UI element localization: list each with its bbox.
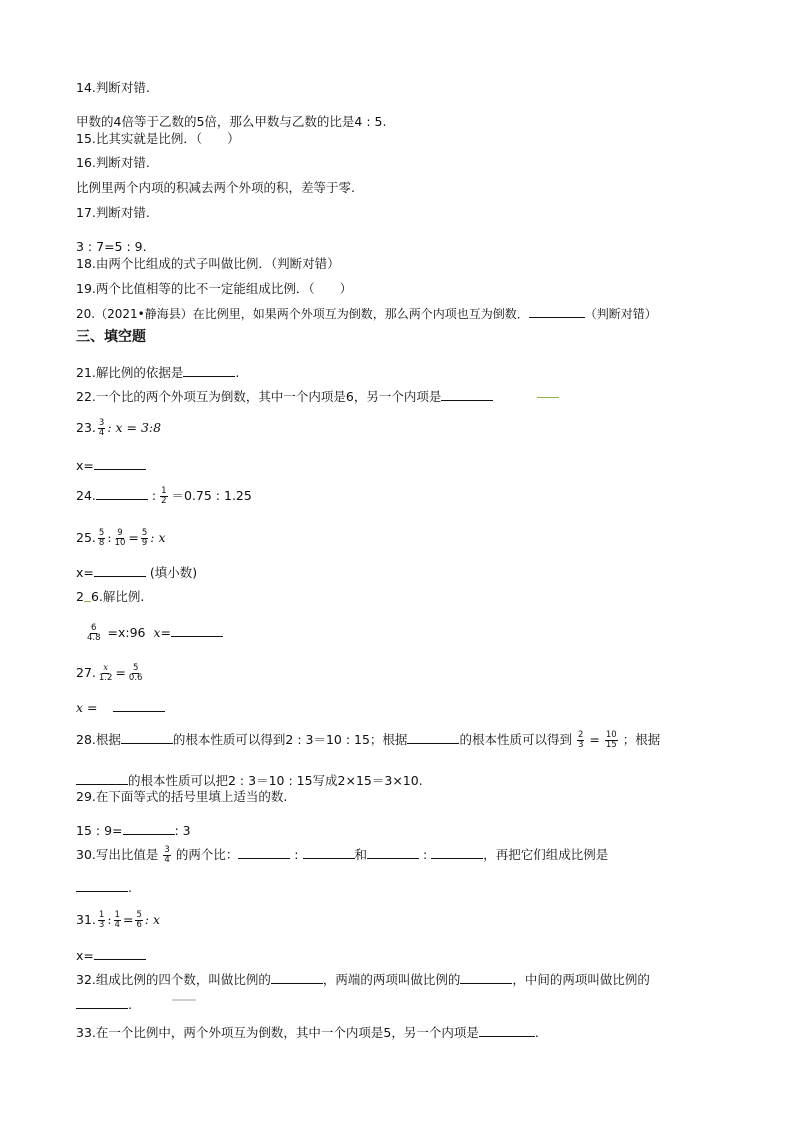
q30-blank-1[interactable] [238,846,290,859]
q20-blank[interactable] [529,305,585,318]
q31-frac-3 [135,911,142,930]
q30-blank-3[interactable] [367,846,419,859]
q25-f2-num: 9 [117,528,123,538]
q25-frac-3 [141,529,148,548]
q25-f3-num: 5 [141,528,148,538]
q30-blank-5[interactable] [76,879,128,892]
q28-blank-2[interactable] [407,731,459,744]
green-mark [537,397,559,398]
q20-suffix: （判断对错） [584,307,657,321]
q32-p2: ，两端的两项叫做比例的 [322,972,461,987]
q26-var: x= [153,625,171,640]
q25-f3-den: 9 [141,538,148,548]
q23-frac-num: 3 [98,418,105,428]
q17-title: 17.判断对错. [76,205,150,220]
q25-num: 25. [76,530,96,545]
q29-title: 29.在下面等式的括号里填上适当的数. [76,789,288,804]
q19-text: 19.两个比值相等的比不一定能组成比例．（ ） [76,281,353,296]
q30-blank-4[interactable] [431,846,483,859]
q27-blank[interactable] [113,699,165,712]
q33-prefix: 33.在一个比例中，两个外项互为倒数，其中一个内项是5，另一个内项是 [76,1025,479,1040]
q18-text: 18.由两个比组成的式子叫做比例．（判断对错） [76,256,340,271]
faint-mark [172,999,196,1001]
q30-p3: ，再把它们组成比例是 [483,847,609,862]
q31-f2-num: 1 [114,910,120,920]
q23-answer [76,457,146,474]
q24-frac-den: 2 [161,496,167,506]
q26-line [84,624,223,643]
q24-rest: ＝0.75 : 1.25 [171,488,252,503]
q27-eq: = [115,665,126,680]
q28-p5: 的根本性质可以把2 : 3＝10 : 15写成2×15＝3×10. [128,773,423,788]
q30-and: 和 [354,847,368,862]
q32-p1: 32.组成比例的四个数，叫做比例的 [76,972,271,987]
q28-line-2 [76,772,423,789]
q29-line [76,822,191,839]
q27-answer-label: x = [76,700,98,715]
q31-blank[interactable] [94,947,146,960]
q31-line: 31. $\frac{1}{3}$ : $\frac{1}{4}$ = $\frac{5}{6}$ : x [76,910,161,930]
q14-title: 14.判断对错. [76,80,150,95]
q28-blank-1[interactable] [121,731,173,744]
q26-blank[interactable] [171,624,223,637]
green-mark-2 [84,593,91,602]
q30-c2: : [419,847,432,862]
q27-frac-2 [128,664,144,683]
q30-fraction [163,846,170,865]
q30-end: . [128,880,132,895]
q33-blank[interactable] [479,1024,535,1037]
q28-frac-2 [605,731,618,750]
q26-frac-num: 6 [91,623,97,633]
q32-blank-3[interactable] [76,996,128,1009]
q16-body: 比例里两个内项的积减去两个外项的积，差等于零. [76,180,355,195]
q30-p1: 30.写出比值是 [76,847,159,862]
q30-blank-2[interactable] [303,846,355,859]
q27-f1-num: x [103,663,109,673]
q31-f1-den: 3 [98,920,105,930]
q21-blank[interactable] [183,364,235,377]
q23-num: 23. [76,420,96,435]
q23-line [76,419,161,438]
q30-c1: : [290,847,303,862]
q31-frac-2 [114,911,121,930]
q23-expression: : x = 3:8 [107,420,162,435]
q25-eq: = [128,530,139,545]
q27-f2-num: 5 [132,663,139,673]
q23-blank[interactable] [94,457,146,470]
q28-p2: 的根本性质可以得到2 : 3＝10 : 15；根据 [172,732,408,747]
q32-end: . [128,997,132,1012]
q24-fraction [160,487,167,506]
q23-answer-label: x= [76,458,94,473]
q32-blank-2[interactable] [460,971,512,984]
q25-rest: : x [150,530,166,545]
q33-line [76,1024,539,1041]
q25-answer [76,564,197,581]
q32-line-2 [76,996,132,1013]
q30-line-2 [76,879,132,896]
q31-f3-num: 5 [136,910,142,920]
q25-line: 25. $\frac{5}{8}$ : $\frac{9}{10}$ = $\frac{5}{9}$ : x [76,528,166,548]
q31-eq: = [122,912,134,927]
q31-f3-den: 6 [136,920,142,930]
q28-blank-3[interactable] [76,772,128,785]
q26-title-b: 6.解比例. [90,589,145,604]
q30-line-1 [76,846,608,865]
q24-line [76,487,252,506]
q28-p3: 的根本性质可以得到 [459,732,572,747]
q25-frac-1 [98,529,105,548]
q27-f2-den: 0.6 [128,673,143,683]
q33-suffix: . [534,1025,539,1040]
q24-colon: : [147,488,157,503]
q28-p1: 28.根据 [76,732,121,747]
q25-f1-den: 8 [98,538,105,548]
q26-title [76,589,144,605]
q31-f1-num: 1 [98,910,105,920]
q31-frac-1 [98,911,105,930]
q25-frac-2 [114,529,127,548]
section-heading: 三、填空题 [76,329,146,345]
q32-line-1 [76,971,650,988]
q22-blank[interactable] [441,388,493,401]
q32-p3: ，中间的两项叫做比例的 [512,972,650,987]
q30-p2: 的两个比： [175,847,239,862]
q24-blank[interactable] [96,487,148,500]
q27-num: 27. [76,665,96,680]
q22-line [76,388,493,405]
q17-body: 3 : 7=5 : 9. [76,239,147,254]
q28-p4: ；根据 [622,732,661,747]
q28-f2-num: 10 [605,730,617,740]
q24-num: 24. [76,488,96,503]
q24-frac-num: 1 [161,486,167,496]
q14-body: 甲数的4倍等于乙数的5倍，那么甲数与乙数的比是4 : 5. [76,114,387,129]
q27-f1-den: 1.2 [98,673,113,683]
q22-prefix: 22.一个比的两个外项互为倒数，其中一个内项是6，另一个内项是 [76,389,442,404]
q28-f1-num: 2 [577,730,584,740]
q28-f1-den: 3 [577,740,584,750]
q23-fraction [98,419,105,438]
q25-f2-den: 10 [114,538,126,548]
q29-prefix: 15 : 9= [76,823,123,838]
q27-line [76,664,145,683]
q29-blank[interactable] [123,822,175,835]
q31-num: 31. [76,912,96,927]
q30-frac-den: 4 [164,855,170,865]
q26-frac-den: 4.8 [87,633,101,643]
q31-rest: : x [144,912,161,927]
q20-text: 20.（2021•静海县）在比例里，如果两个外项互为倒数，那么两个内项也互为倒数． [76,307,529,321]
q31-f2-den: 4 [114,920,120,930]
q15-text: 15.比其实就是比例．（ ） [76,131,240,146]
q26-title-a: 2 [76,589,84,604]
q16-title: 16.判断对错. [76,155,150,170]
q27-frac-1 [98,664,114,683]
q26-mid: =x:96 [107,625,146,640]
q23-frac-den: 4 [98,428,105,438]
q29-suffix: : 3 [174,823,191,838]
q30-frac-num: 3 [164,845,170,855]
q31-answer [76,947,146,964]
q28-frac-1 [577,731,584,750]
q25-f1-num: 5 [98,528,105,538]
q31-answer-label: x= [76,948,94,963]
q21-suffix: . [235,365,240,380]
q21-line [76,364,239,381]
q26-fraction [86,624,102,643]
q25-blank[interactable] [94,564,146,577]
q27-answer [76,699,165,716]
q28-f2-den: 15 [605,740,617,750]
q32-blank-1[interactable] [271,971,323,984]
q21-prefix: 21.解比例的依据是 [76,365,184,380]
q25-answer-label: x= [76,565,94,580]
q20-line [76,305,657,322]
q28-line-1 [76,731,660,750]
q25-hint: (填小数) [149,565,198,580]
q28-eq: = [589,732,600,747]
